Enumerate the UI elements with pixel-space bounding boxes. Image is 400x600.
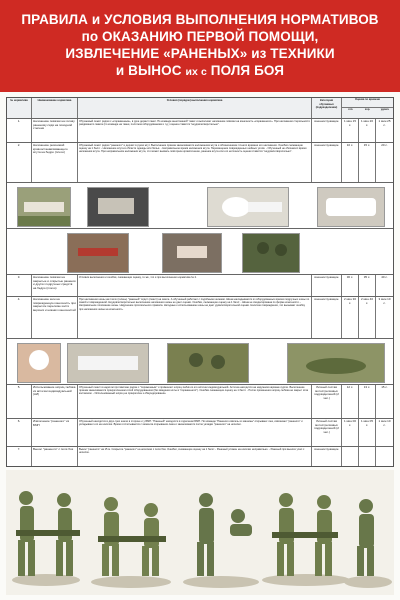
photo-bandage-roll bbox=[207, 187, 289, 227]
row-conditions: Обученный лежит в надетом противогазе рядом с "пораженным" и применяет шприц-тюбик из его аптечки индивидуальной. Аптечка находится на наружном кармане куртки. Выполнение приема заканчивается прикреплением иглой оборудованием (без введения иглы в "пораженного"). Ошибки снижающие оценку на 1 балл: - После применения шприц-тюбика не закрыт игла колпачком. - Использованный шприц не прикреплен к обмундированию. bbox=[77, 385, 311, 418]
row-conditions: При наложении шины на плечо (голень) "раненый" сидит (лежит) на земле. А обученный работает с подобными шинами. Шина накладывается из оборудованных врачем подручных шины по самой и поврежденной. Неудовлетворительно выполнение наложения шины не дает оценки. Ошибки, снижающие оценку на 1 балл: - Шина не смоделирована по форме конечности. - Неправильное положение шины. Нарушение протокольного правила. Негодные к использованию шины не дает удовлетворительной оценки. Наличие повреждения, что вызывает ошибку при наложении шины на конечность. bbox=[77, 297, 311, 338]
photo-arm-wound bbox=[162, 233, 222, 273]
row-grade-3: 1 мин 10 с. bbox=[375, 419, 393, 446]
row-name: Извлечение "раненого" из БМП bbox=[31, 419, 77, 446]
title-line-1: ПРАВИЛА и УСЛОВИЯ ВЫПОЛНЕНИЯ НОРМАТИВОВ bbox=[21, 12, 379, 27]
row-conditions: Обучаемый лежит рядом "раненого" и держит в руках жгут. Выполнение приема заканчивается наложением жгута и обозначением точного времени его наложения. Ошибки снижающие оценку на 1 балл: - Наложение жгута в области одежды или белья. - Неправильное время наложения жгута. Перемещение поврежденных шейных узлов. - Обученный не обозначил время наложения жгута. При неправильном наложении жгута, что может вызвать повторное кровотечение, ранение жгута или его неточность оценки ставится "неудовлетворительно". bbox=[77, 143, 311, 182]
row-conditions: Обучаемый лежит рядом с «пораженным», в руке держит пакет. По команде аннотоканий" пакет и выполняет наложение повязки на конечность «пораженного». При наложении стерильности раздвижного пакета (по команде на ткани, полотном оборудованием и т.д.) оценка ставится "неудовлетворительно". bbox=[77, 119, 311, 142]
row-category: военнослужащие bbox=[311, 143, 341, 182]
row-category: военнослужащие bbox=[311, 297, 341, 338]
row-conditions: Условия выполнения и ошибки, снижающие оценку, те же, что и при выполнении норматива № 2. bbox=[77, 275, 311, 296]
soldiers-carry-scene bbox=[6, 470, 394, 595]
photo-limb-bandage bbox=[67, 343, 149, 383]
title-line-4b: их с bbox=[185, 66, 207, 78]
header-grade-5: отл. bbox=[347, 108, 354, 111]
photo-soldiers bbox=[242, 233, 300, 273]
row-name: Наложение повязки на закрытые и открытые ранения и других подручных средств на бедро (плечо) bbox=[31, 275, 77, 296]
photo-strip-3 bbox=[7, 338, 393, 384]
row-name: Наложение повязки на голову раненому сидя на походной степени bbox=[31, 119, 77, 142]
header-grade-4: хор. bbox=[364, 108, 371, 111]
table-row bbox=[7, 384, 393, 418]
row-grade-4: 1 мин 05 с. bbox=[358, 419, 375, 446]
header-name: Наименование норматива bbox=[31, 98, 77, 118]
row-num: 7. bbox=[17, 447, 21, 451]
row-category: военнослужащие bbox=[311, 275, 341, 296]
row-category: Личный состав мотострелковых подразделений (2 чел.) bbox=[311, 385, 341, 418]
photo-tourniquet bbox=[67, 233, 129, 273]
photo-splint-leg bbox=[17, 187, 71, 227]
row-grade-4: 1 мин 20 с. bbox=[358, 119, 375, 142]
table-row bbox=[7, 418, 393, 446]
row-grade-5: 10 с. bbox=[341, 143, 358, 182]
row-grade-5: 2 мин 30 с. bbox=[341, 297, 358, 338]
row-grade-3: 40 с. bbox=[375, 275, 393, 296]
row-grade-5: 1 мин 00 с. bbox=[341, 419, 358, 446]
row-conditions: Вынос "раненого" на 15 м. Сокрытие "раненого" на носилках с поля боя. Ошибки, снижающие оценку на 1 балл: - Раненый уложен на носилки неправильно. - Раненый при выносе упал с носилок. bbox=[77, 447, 311, 466]
row-name: Вынос "раненого" с поля боя bbox=[31, 447, 77, 466]
soldier-group-left bbox=[12, 491, 80, 586]
header-grades bbox=[341, 98, 393, 118]
poster-header bbox=[0, 0, 400, 92]
photo-carry bbox=[287, 343, 385, 383]
title-line-4 bbox=[0, 62, 400, 81]
row-name: Наложение шин на поврежденную конечность при закрытом переломе кости верхних и нижних конечностей bbox=[31, 297, 77, 338]
photo-strip-1 bbox=[7, 182, 393, 228]
soldier-group-far-right bbox=[344, 499, 392, 588]
soldier-group-center-left bbox=[91, 497, 171, 588]
row-grade-4: 15 с. bbox=[358, 143, 375, 182]
title-line-2: по ОКАЗАНИЮ ПЕРВОЙ ПОМОЩИ, bbox=[81, 29, 319, 44]
table-row bbox=[7, 446, 393, 466]
row-grade-3: 20 с. bbox=[375, 143, 393, 182]
soldiers-illustration bbox=[6, 470, 394, 595]
row-category: военнослужащие bbox=[311, 447, 341, 466]
row-name: Использование шприц-тюбика из аптечки индивидуальной (АИ) bbox=[31, 385, 77, 418]
row-grade-5: 30 с. bbox=[341, 275, 358, 296]
title-line-4a: и ВЫНОС bbox=[115, 63, 182, 78]
header-num: № норматива bbox=[7, 98, 31, 118]
standards-table bbox=[6, 97, 394, 467]
header-grade-3: удовл. bbox=[380, 108, 390, 111]
photo-field-soldiers bbox=[167, 343, 249, 383]
header-category: Категория обучаемых (подразделение) bbox=[311, 98, 341, 118]
row-grade-4: 35 с. bbox=[358, 275, 375, 296]
header-grades-title: Оценка по времени bbox=[342, 98, 393, 108]
row-name: Наложение резиновой кровоостанавливающего жгута на бедро (плечо) bbox=[31, 143, 77, 182]
row-grade-4: 2 мин 40 с. bbox=[358, 297, 375, 338]
row-grade-3: 3 мин 10 с. bbox=[375, 297, 393, 338]
row-grade-4: 13 с. bbox=[358, 385, 375, 418]
row-num: 5. bbox=[17, 385, 21, 389]
row-num: 4. bbox=[17, 297, 21, 301]
row-grade-3: 15 с. bbox=[375, 385, 393, 418]
photo-strip-2 bbox=[7, 228, 393, 274]
row-num: 3. bbox=[17, 275, 21, 279]
table-row bbox=[7, 142, 393, 182]
row-grade-3 bbox=[375, 447, 393, 466]
row-category: военнослужащие bbox=[311, 119, 341, 142]
row-grade-5: 12 с. bbox=[341, 385, 358, 418]
table-header-row bbox=[7, 98, 393, 118]
row-grade-5: 1 мин 15 с. bbox=[341, 119, 358, 142]
row-num: 6. bbox=[17, 419, 21, 423]
table-row bbox=[7, 118, 393, 142]
photo-bandage-pack bbox=[87, 187, 149, 227]
row-conditions: Обученный находится в двух-трех шагах в стороне и у БМП. "Раненый" находится в отделении БМП. По команде "Раненого извлечь из машины" открывают люк, извлекают "раненого" и укладывают его на носилки. Время отсчитывается с момента открывания люка и заканчивается после укладки "раненого" на носилки. bbox=[77, 419, 311, 446]
photo-head-bandage bbox=[17, 343, 61, 383]
header-conditions: Условия (порядок) выполнения норматива bbox=[77, 98, 311, 118]
table-row bbox=[7, 296, 393, 338]
table-row bbox=[7, 274, 393, 296]
title-line-4c: ПОЛЯ БОЯ bbox=[210, 63, 285, 78]
row-grade-4 bbox=[358, 447, 375, 466]
row-num: 1. bbox=[17, 119, 21, 123]
photo-bandage-applied bbox=[317, 187, 385, 227]
row-grade-5 bbox=[341, 447, 358, 466]
soldier-group-center bbox=[183, 493, 259, 588]
row-category: Личный состав мотострелковых подразделений (2 чел.) bbox=[311, 419, 341, 446]
row-grade-3: 1 мин 25 с. bbox=[375, 119, 393, 142]
soldier-group-right bbox=[262, 493, 350, 586]
title-line-3: ИЗВЛЕЧЕНИЕ «РАНЕНЫХ» из ТЕХНИКИ bbox=[65, 46, 335, 61]
row-num: 2. bbox=[17, 143, 21, 147]
